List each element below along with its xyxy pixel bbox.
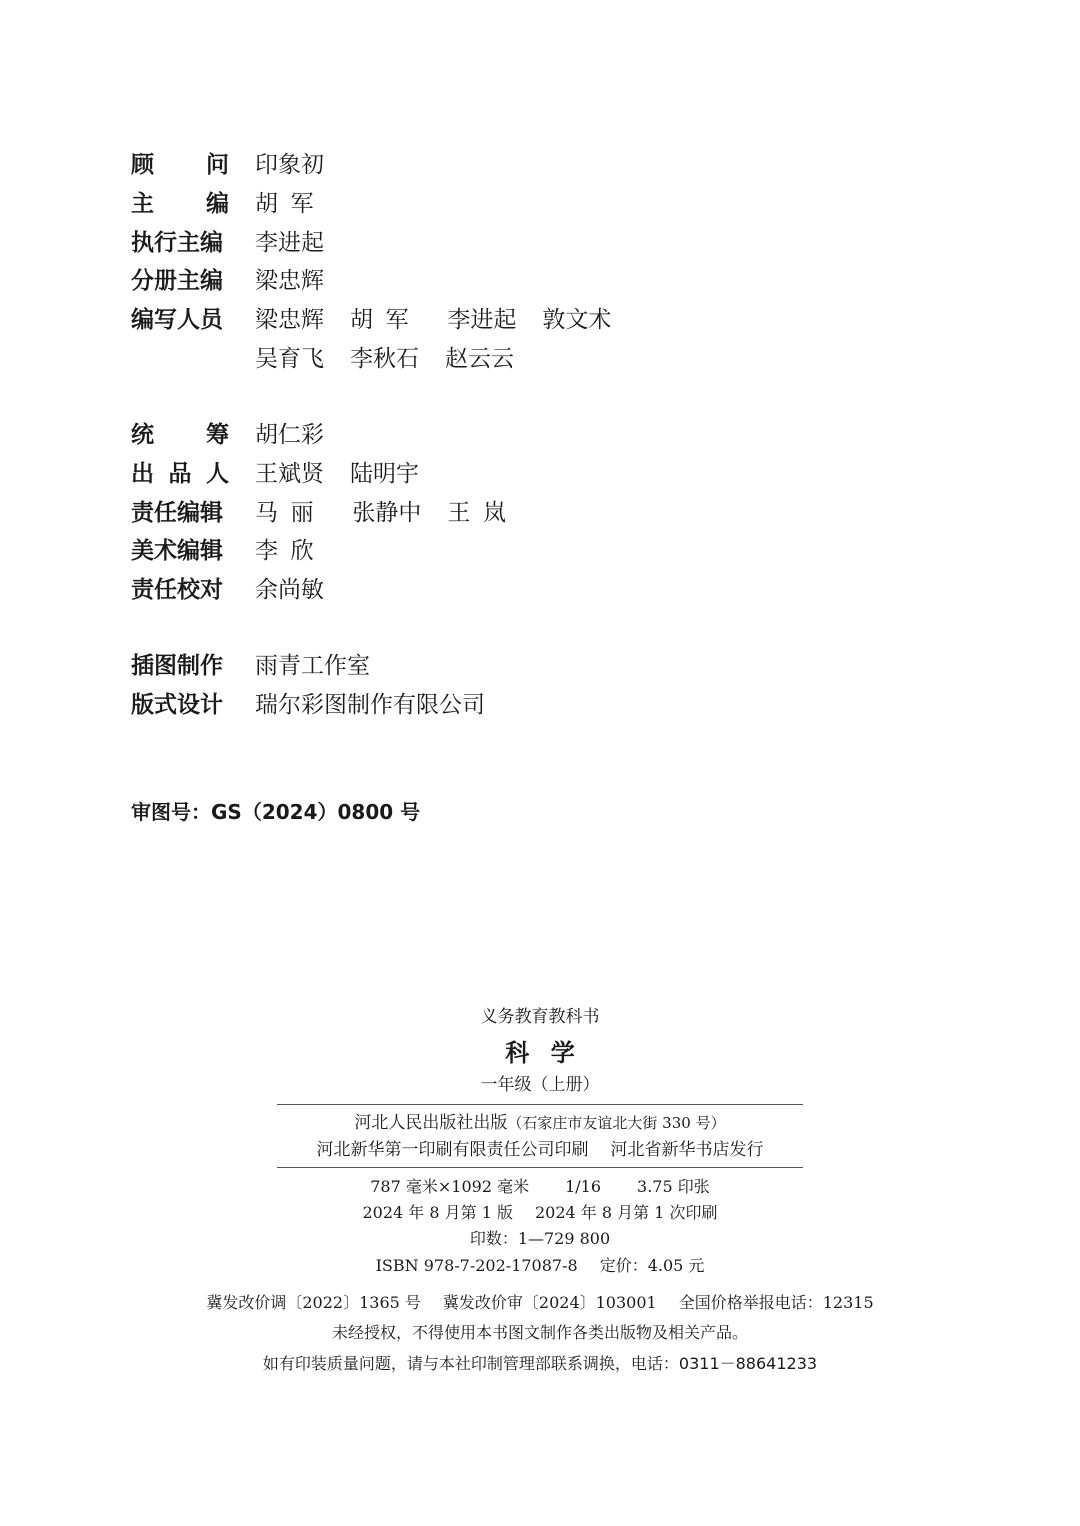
role-text: 执行主编 xyxy=(131,230,223,256)
divider xyxy=(277,1104,803,1105)
names xyxy=(255,420,350,450)
person-name: 李进起 xyxy=(255,230,324,256)
price-approval-1: 冀发改价调〔2022〕1365 号 xyxy=(206,1293,421,1312)
person-name: 赵云云 xyxy=(445,346,514,372)
names xyxy=(255,266,350,296)
price-approval-line xyxy=(0,1291,1080,1315)
role-char: 统 xyxy=(131,422,154,448)
series-name: 义务教育教科书 xyxy=(480,1007,600,1027)
role-char: 顾 xyxy=(131,152,154,178)
role-text: 美术编辑 xyxy=(131,538,223,564)
role-text: 插图制作 xyxy=(131,653,223,679)
credit-row-chief-editor xyxy=(131,189,352,219)
organization-name: 雨青工作室 xyxy=(255,653,370,679)
person-name: 李欣 xyxy=(255,538,327,564)
quality-contact: 如有印装质量问题，请与本社印制管理部联系调换，电话：0311－88641233 xyxy=(262,1354,818,1373)
person-name: 印象初 xyxy=(255,152,324,178)
book-title: 科学 xyxy=(505,1039,597,1067)
edition-line xyxy=(0,1201,1080,1225)
map-review-number: 审图号：GS（2024）0800 号 xyxy=(131,800,421,824)
role-char: 编 xyxy=(206,191,229,217)
copyright-notice: 未经授权，不得使用本书图文制作各类出版物及相关产品。 xyxy=(331,1323,748,1342)
person-name: 王斌贤 xyxy=(255,461,324,487)
person-name: 胡军 xyxy=(255,191,327,217)
person-name: 马丽 xyxy=(255,500,327,526)
role-label xyxy=(131,690,229,720)
role-text: 责任校对 xyxy=(131,577,223,603)
names xyxy=(255,536,352,566)
credit-row-illustration xyxy=(131,651,396,681)
paper-format: 787 毫米×1092 毫米 xyxy=(370,1177,530,1196)
role-char: 品 xyxy=(168,461,192,487)
price-hotline: 全国价格举报电话：12315 xyxy=(678,1293,874,1312)
credit-row-executive-editor xyxy=(131,228,350,258)
names xyxy=(255,189,352,219)
role-char: 主 xyxy=(131,191,154,217)
price: 定价：4.05 元 xyxy=(599,1256,705,1275)
printing: 2024 年 8 月第 1 次印刷 xyxy=(535,1203,718,1222)
role-label xyxy=(131,266,229,296)
credit-row-writers-continued xyxy=(131,344,540,374)
names xyxy=(255,150,350,180)
credit-row-proofreader xyxy=(131,575,350,605)
credit-row-coordinator xyxy=(131,420,350,450)
role-label xyxy=(131,305,229,335)
printer: 河北新华第一印刷有限责任公司印刷 xyxy=(316,1140,589,1160)
role-text: 责任编辑 xyxy=(131,500,223,526)
publisher-line xyxy=(0,1111,1080,1135)
role-char: 筹 xyxy=(206,422,229,448)
person-name: 张静中 xyxy=(352,500,422,526)
folio: 1/16 xyxy=(565,1177,602,1196)
person-name: 胡军 xyxy=(350,307,422,333)
sheets: 3.75 印张 xyxy=(637,1177,710,1196)
person-name: 胡仁彩 xyxy=(255,422,324,448)
role-char: 人 xyxy=(206,461,229,487)
isbn-line xyxy=(0,1254,1080,1278)
person-name: 李秋石 xyxy=(350,346,419,372)
names xyxy=(255,690,511,720)
publisher: 河北人民出版社出版 xyxy=(354,1113,508,1133)
credit-row-art-editor xyxy=(131,536,352,566)
grade-volume: 一年级（上册） xyxy=(480,1075,600,1095)
printer-line xyxy=(0,1138,1080,1162)
person-name: 梁忠辉 xyxy=(255,268,324,294)
divider xyxy=(277,1167,803,1168)
person-name: 王岚 xyxy=(447,500,519,526)
names xyxy=(255,459,445,489)
role-label xyxy=(131,498,229,528)
person-name: 吴育飞 xyxy=(255,346,324,372)
role-char: 问 xyxy=(206,152,229,178)
role-text: 编写人员 xyxy=(131,307,223,333)
credit-row-advisor xyxy=(131,150,350,180)
print-run: 印数：1—729 800 xyxy=(469,1229,611,1248)
role-label xyxy=(131,420,229,450)
role-label xyxy=(131,536,229,566)
distributor: 河北省新华书店发行 xyxy=(610,1140,764,1160)
person-name: 梁忠辉 xyxy=(255,307,324,333)
names xyxy=(255,651,396,681)
role-text: 分册主编 xyxy=(131,268,223,294)
credit-row-volume-editor xyxy=(131,266,350,296)
role-label xyxy=(131,228,229,258)
person-name: 敦文术 xyxy=(542,307,612,333)
credit-row-responsible-editors xyxy=(131,498,545,528)
person-name: 余尚敏 xyxy=(255,577,324,603)
credit-row-writers xyxy=(131,305,637,335)
edition: 2024 年 8 月第 1 版 xyxy=(362,1203,513,1222)
publisher-address: （石家庄市友谊北大街 330 号） xyxy=(507,1114,726,1132)
person-name: 李进起 xyxy=(447,307,517,333)
role-label xyxy=(131,651,229,681)
role-char: 出 xyxy=(131,461,154,487)
role-label xyxy=(131,459,229,489)
role-text: 版式设计 xyxy=(131,692,223,718)
format-line xyxy=(0,1175,1080,1199)
role-label xyxy=(131,575,229,605)
organization-name: 瑞尔彩图制作有限公司 xyxy=(255,692,485,718)
role-label xyxy=(131,150,229,180)
price-approval-2: 冀发改价审〔2024〕103001 xyxy=(442,1293,657,1312)
credit-row-layout-design xyxy=(131,690,511,720)
credit-row-producer xyxy=(131,459,445,489)
names xyxy=(255,498,545,528)
names xyxy=(255,305,637,335)
isbn: ISBN 978-7-202-17087-8 xyxy=(375,1256,578,1275)
names xyxy=(255,228,350,258)
person-name: 陆明宇 xyxy=(350,461,419,487)
role-label xyxy=(131,189,229,219)
names xyxy=(255,575,350,605)
names xyxy=(255,344,540,374)
